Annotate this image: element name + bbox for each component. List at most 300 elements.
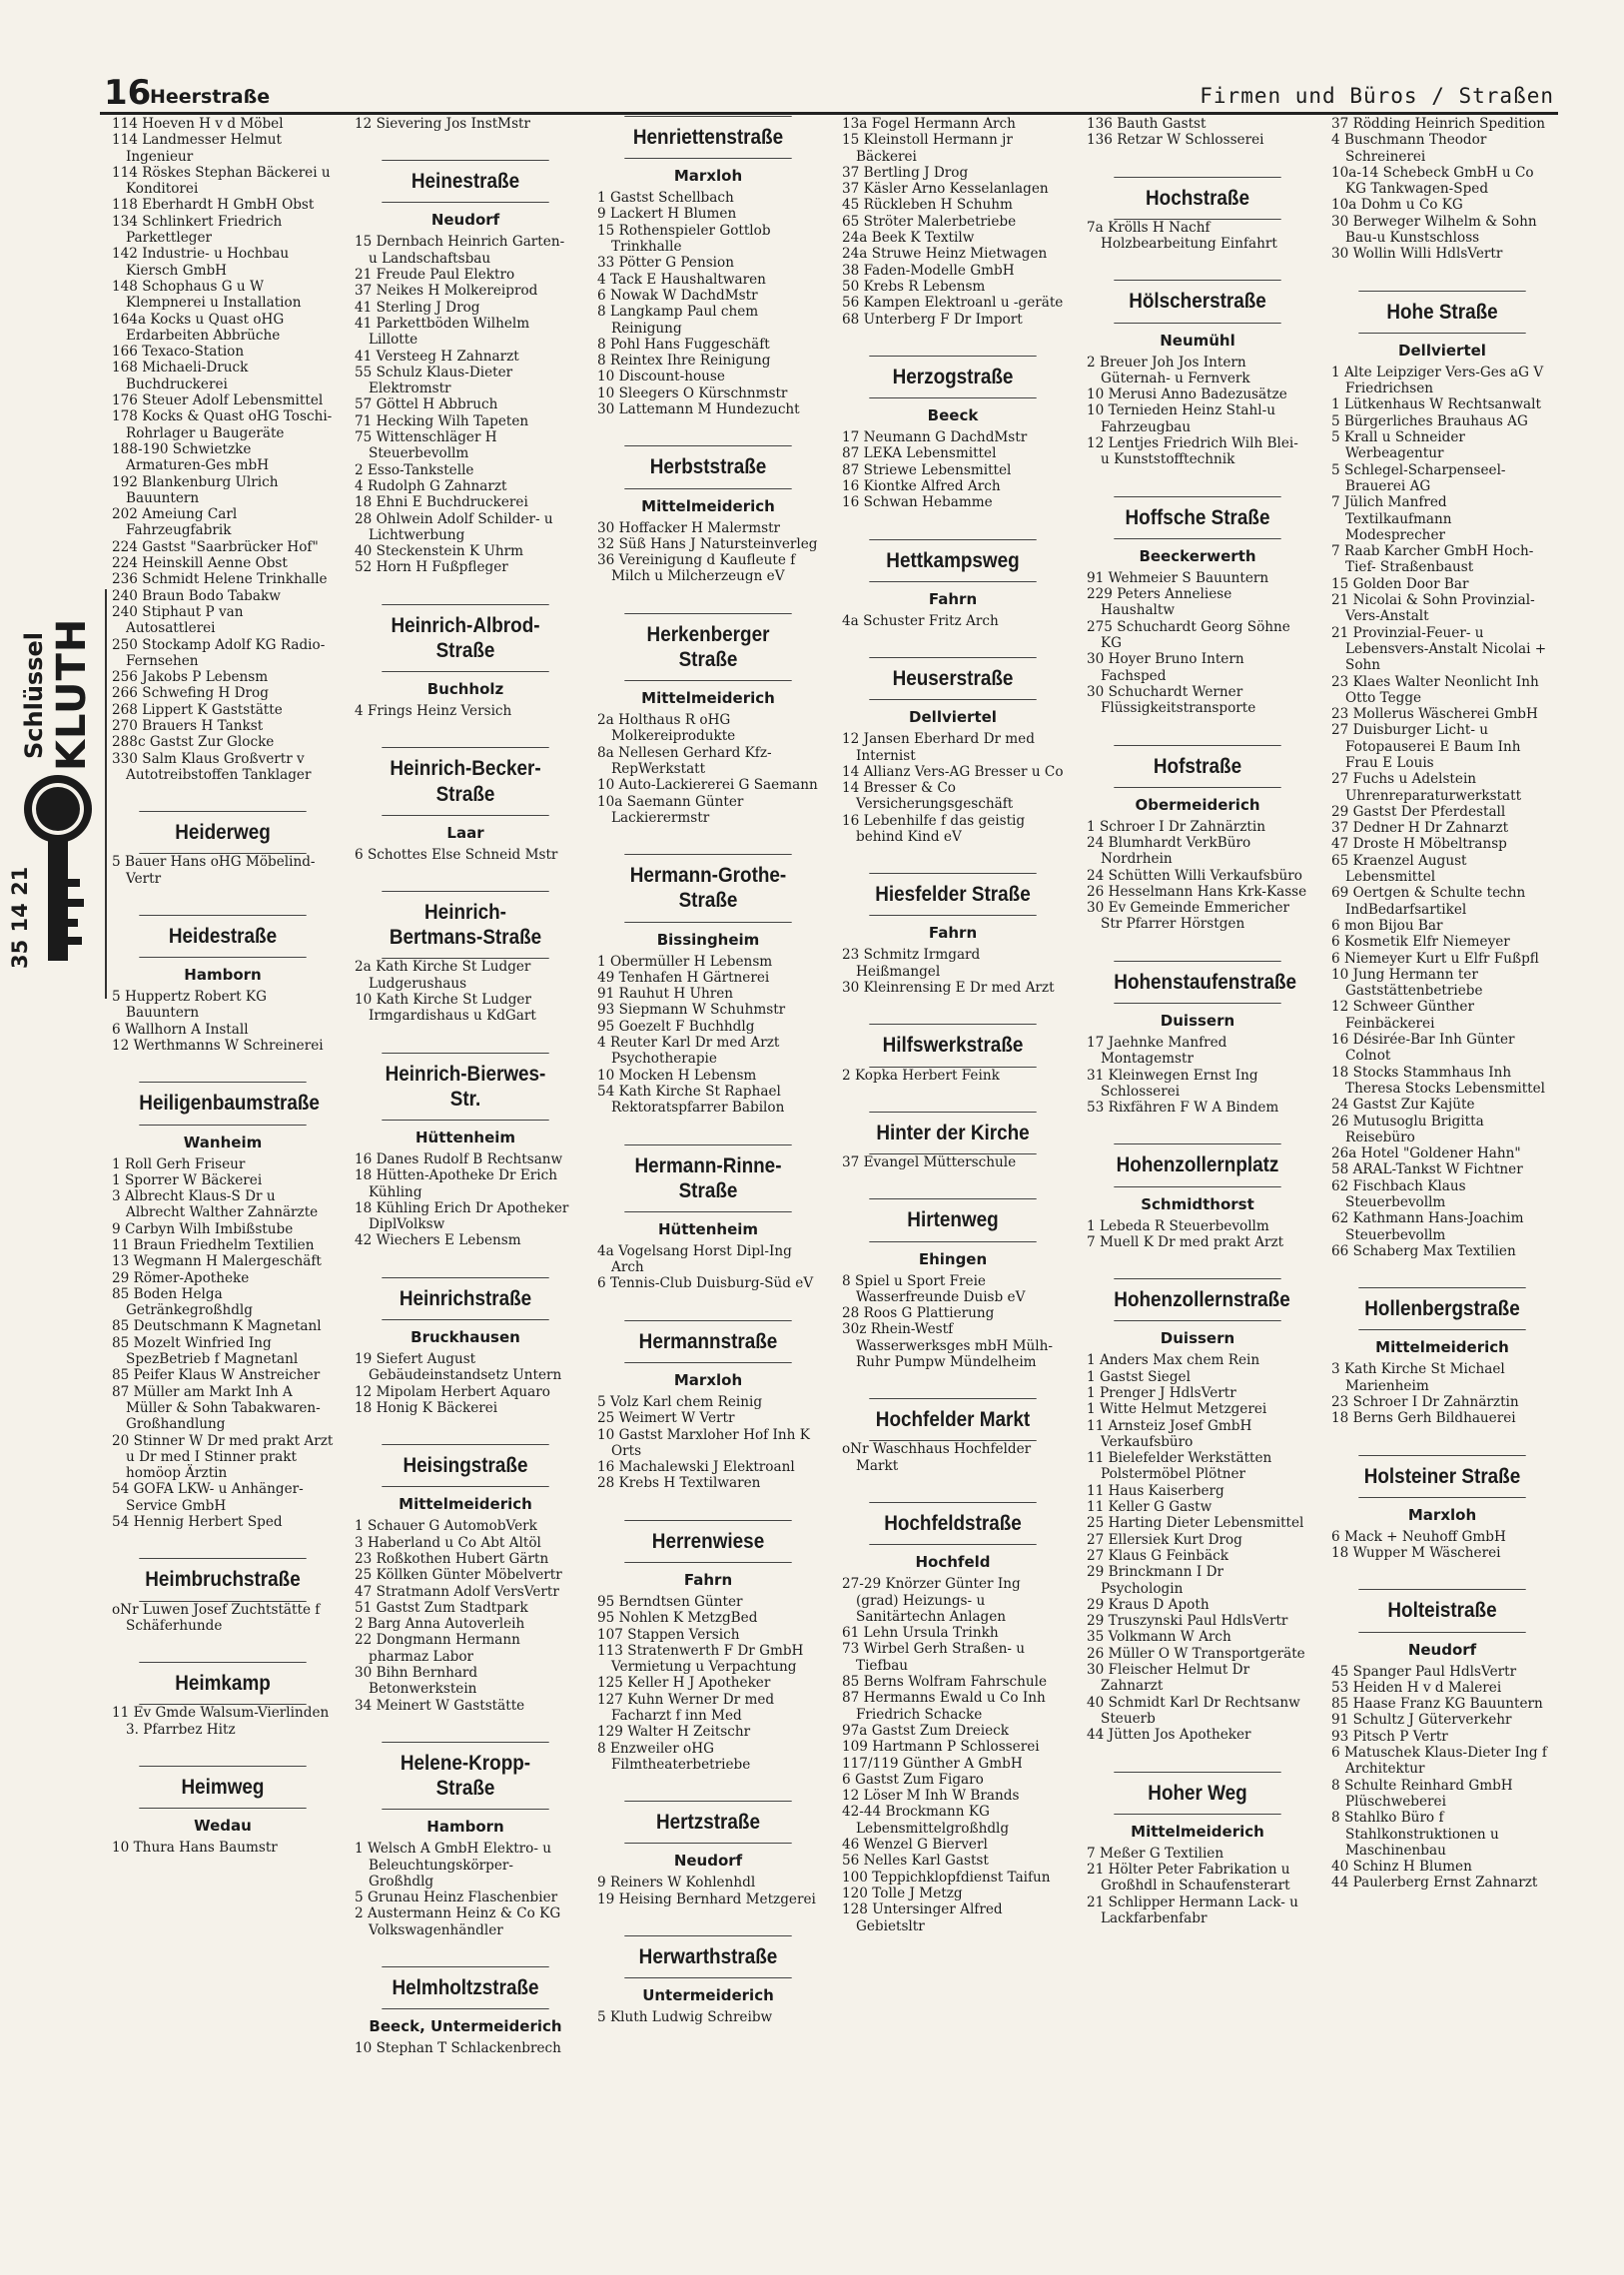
- directory-entry: 16 Danes Rudolf B Rechtsanw: [355, 1151, 563, 1167]
- directory-entry: 6 Mack + Neuhoff GmbH: [1331, 1528, 1506, 1545]
- street-name: Hochstraße: [1114, 177, 1280, 220]
- directory-entry: 44 Paulerberg Ernst Zahnarzt: [1331, 1875, 1538, 1892]
- column-1: [112, 116, 334, 1862]
- directory-entry: 11 Ev Gmde Walsum-Vierlinden 3. Pfarrbez Hitz: [112, 1705, 330, 1738]
- directory-entry: 16 Machalewski J Elektroanl: [597, 1459, 795, 1476]
- directory-entry: 12 Schweer Günther Feinbäckerei: [1331, 999, 1474, 1032]
- column-6: [1331, 116, 1553, 1897]
- street-block: [112, 1558, 334, 1634]
- directory-entry: 5 Schlegel-Scharpenseel-Brauerei AG: [1331, 461, 1506, 494]
- directory-entry: 65 Kraenzel August Lebensmittel: [1331, 852, 1467, 886]
- directory-entry: 21 Nicolai & Sohn Provinzial-Vers-Anstalt: [1331, 592, 1535, 625]
- directory-entry: 10a Saemann Günter Lackierermstr: [597, 793, 744, 826]
- directory-entry: 270 Brauers H Tankst: [112, 717, 264, 734]
- directory-entry: 7a Krölls H Nachf Holzbearbeitung Einfahrt: [1087, 219, 1277, 253]
- page-number: 16: [104, 73, 152, 113]
- directory-entry: 40 Schmidt Karl Dr Rechtsanw Steuerb: [1087, 1694, 1300, 1727]
- directory-entry: 23 Mollerus Wäscherei GmbH: [1331, 706, 1538, 723]
- directory-entry: 127 Kuhn Werner Dr med Facharzt f inn Med: [597, 1691, 775, 1725]
- street-block: [112, 1766, 334, 1856]
- directory-entry: 3 Albrecht Klaus-S Dr u Albrecht Walther Zahnärzte: [112, 1188, 319, 1221]
- district-name: Mittelmeiderich: [1375, 1338, 1509, 1357]
- directory-entry: 30 Lattemann M Hundezucht: [597, 401, 800, 418]
- street-block: [1087, 116, 1308, 149]
- street-block: [112, 915, 334, 1054]
- district-name: Hochfeld: [915, 1553, 991, 1572]
- directory-entry: 6 Niemeyer Kurt u Elfr Fußpfl: [1331, 950, 1539, 967]
- directory-entry: 36 Vereinigung d Kaufleute f Milch u Milcherzeugn eV: [597, 552, 796, 585]
- directory-entry: 32 Süß Hans J Natursteinverleg: [597, 535, 818, 552]
- directory-entry: 11 Haus Kaiserberg: [1087, 1482, 1224, 1499]
- district-name: Fahrn: [683, 1570, 733, 1589]
- directory-entry: 37 Neikes H Molkereiprod: [355, 283, 538, 300]
- street-block: [842, 1112, 1064, 1170]
- street-name: Herkenberger Straße: [624, 613, 791, 681]
- directory-entry: 30 Ev Gemeinde Emmericher Str Pfarrer Hörstgen: [1087, 900, 1290, 933]
- column-3: [597, 116, 819, 2031]
- street-name: Hoher Weg: [1114, 1772, 1280, 1815]
- directory-entry: 10 Gastst Marxloher Hof Inh K Orts: [597, 1426, 810, 1459]
- directory-entry: 9 Lackert H Blumen: [597, 206, 737, 223]
- directory-entry: 40 Steckenstein K Uhrm: [355, 543, 524, 560]
- street-name: Hohenzollernstraße: [1114, 1278, 1280, 1321]
- directory-entry: 25 Harting Dieter Lebensmittel: [1087, 1515, 1304, 1532]
- directory-entry: 50 Krebs R Lebensm: [842, 278, 986, 295]
- directory-entry: 13a Fogel Hermann Arch: [842, 116, 1016, 132]
- directory-entry: 38 Faden-Modelle GmbH: [842, 262, 1015, 279]
- district-name: Mittelmeiderich: [641, 689, 775, 708]
- directory-entry: 2 Austermann Heinz & Co KG Volkswagenhändler: [355, 1905, 561, 1938]
- directory-entry: 23 Schmitz Irmgard Heißmangel: [842, 947, 981, 980]
- directory-entry: 93 Siepmann W Schuhmstr: [597, 1002, 786, 1019]
- directory-entry: 53 Heiden H v d Malerei: [1331, 1679, 1502, 1696]
- street-block: [597, 1520, 819, 1773]
- directory-entry: 27-29 Knörzer Günter Ing (grad) Heizungs- u Sanitärtechn Anlagen: [842, 1576, 1021, 1625]
- street-block: [1087, 1143, 1308, 1250]
- directory-entry: 250 Stockamp Adolf KG Radio-Fernsehen: [112, 636, 326, 669]
- directory-entry: 28 Roos G Plattierung: [842, 1305, 995, 1322]
- directory-entry: 120 Tolle J Metzg: [842, 1885, 963, 1901]
- directory-entry: 1 Lütkenhaus W Rechtsanwalt: [1331, 396, 1541, 413]
- directory-entry: 26 Hesselmann Hans Krk-Kasse: [1087, 883, 1307, 900]
- directory-entry: 9 Reiners W Kohlenhdl: [597, 1875, 756, 1892]
- district-name: Hamborn: [426, 1818, 504, 1837]
- running-street: Heerstraße: [150, 86, 271, 108]
- street-name: Holteistraße: [1358, 1589, 1525, 1632]
- directory-entry: 18 Honig K Bäckerei: [355, 1399, 498, 1416]
- directory-entry: 7 Jülich Manfred Textilkaufmann Modesprecher: [1331, 494, 1452, 543]
- directory-entry: 34 Meinert W Gaststätte: [355, 1697, 525, 1714]
- directory-entry: 9 Carbyn Wilh Imbißstube: [112, 1220, 294, 1237]
- directory-entry: 330 Salm Klaus Großvertr v Autotreibstoffen Tanklager: [112, 750, 312, 783]
- directory-entry: 30 Hoffacker H Malermstr: [597, 519, 781, 536]
- street-block: [355, 160, 576, 575]
- district-name: Marxloh: [673, 167, 743, 186]
- district-name: Neudorf: [430, 211, 500, 230]
- directory-entry: 17 Jaehnke Manfred Montagemstr: [1087, 1034, 1227, 1068]
- district-name: Hamborn: [184, 966, 262, 985]
- directory-entry: 11 Braun Friedhelm Textilien: [112, 1237, 315, 1253]
- directory-entry: 12 Mipolam Herbert Aquaro: [355, 1383, 550, 1400]
- directory-entry: 31 Kleinwegen Ernst Ing Schlosserei: [1087, 1067, 1258, 1100]
- directory-entry: 37 Rödding Heinrich Spedition: [1331, 116, 1545, 132]
- directory-entry: 40 Schinz H Blumen: [1331, 1859, 1472, 1876]
- district-name: Mittelmeiderich: [399, 1495, 532, 1514]
- directory-entry: 95 Nohlen K MetzgBed: [597, 1610, 758, 1627]
- district-name: Mittelmeiderich: [1131, 1822, 1264, 1841]
- directory-entry: 8 Langkamp Paul chem Reinigung: [597, 304, 759, 337]
- directory-entry: 29 Brinckmann I Dr Psychologin: [1087, 1564, 1223, 1597]
- directory-entry: 87 Hermanns Ewald u Co Inh Friedrich Schacke: [842, 1690, 1046, 1723]
- directory-entry: 41 Versteeg H Zahnarzt: [355, 348, 519, 365]
- directory-entry: 6 Gastst Zum Figaro: [842, 1771, 984, 1788]
- directory-entry: oNr Luwen Josef Zuchtstätte f Schäferhunde: [112, 1601, 321, 1634]
- district-name: Schmidthorst: [1141, 1194, 1254, 1213]
- street-name: Herzogstraße: [869, 356, 1036, 398]
- street-block: [1087, 177, 1308, 253]
- street-block: [355, 1277, 576, 1416]
- directory-entry: 1 Gastst Schellbach: [597, 190, 734, 207]
- street-name: Heidestraße: [139, 915, 306, 958]
- directory-entry: 24a Beek K Textilw: [842, 230, 975, 247]
- street-name: Heimbruchstraße: [139, 1558, 306, 1601]
- directory-entry: 87 Striewe Lebensmittel: [842, 461, 1012, 478]
- directory-entry: 10a Dohm u Co KG: [1331, 197, 1463, 214]
- directory-entry: 28 Ohlwein Adolf Schilder- u Lichtwerbung: [355, 510, 553, 543]
- directory-entry: 6 Matuschek Klaus-Dieter Ing f Architektur: [1331, 1745, 1547, 1778]
- directory-entry: 10 Kath Kirche St Ludger Irmgardishaus u KdGart: [355, 992, 536, 1025]
- directory-entry: 55 Schulz Klaus-Dieter Elektromstr: [355, 364, 513, 397]
- directory-entry: 136 Bauth Gastst: [1087, 116, 1207, 132]
- directory-entry: 85 Peifer Klaus W Anstreicher: [112, 1367, 321, 1384]
- directory-entry: 148 Schophaus G u W Klempnerei u Installation: [112, 278, 302, 312]
- directory-entry: 71 Hecking Wilh Tapeten: [355, 412, 529, 429]
- directory-entry: 29 Gastst Der Pferdestall: [1331, 803, 1506, 820]
- directory-entry: 16 Lebenhilfe f das geistig behind Kind eV: [842, 812, 1026, 845]
- directory-entry: 12 Jansen Eberhard Dr med Internist: [842, 731, 1035, 764]
- directory-entry: 12 Lentjes Friedrich Wilh Blei- u Kunststofftechnik: [1087, 435, 1298, 468]
- directory-entry: 41 Sterling J Drog: [355, 299, 480, 316]
- directory-entry: 33 Pötter G Pension: [597, 255, 734, 272]
- directory-entry: 54 GOFA LKW- u Anhänger-Service GmbH: [112, 1481, 304, 1514]
- directory-entry: 7 Muell K Dr med prakt Arzt: [1087, 1233, 1284, 1250]
- directory-entry: 27 Duisburger Licht- u Fotopauserei E Baum Inh Frau E Louis: [1331, 722, 1521, 771]
- directory-entry: 85 Mozelt Winfried Ing SpezBetrieb f Magnetanl: [112, 1334, 299, 1368]
- directory-entry: 30 Schuchardt Werner Flüssigkeitstransporte: [1087, 683, 1256, 717]
- street-block: [842, 116, 1064, 328]
- directory-entry: 10 Auto-Lackiererei G Saemann: [597, 777, 818, 794]
- column-2: [355, 116, 576, 2063]
- column-5: [1087, 116, 1308, 1932]
- directory-entry: 25 Weimert W Vertr: [597, 1410, 735, 1427]
- directory-entry: 142 Industrie- u Hochbau Kiersch GmbH: [112, 246, 290, 279]
- directory-entry: 8 Schulte Reinhard GmbH Plüschweberei: [1331, 1777, 1513, 1810]
- directory-entry: 51 Gastst Zum Stadtpark: [355, 1599, 528, 1616]
- directory-entry: 240 Stiphaut P van Autosattlerei: [112, 603, 244, 637]
- directory-entry: 6 Tennis-Club Duisburg-Süd eV: [597, 1275, 814, 1292]
- directory-entry: 95 Goezelt F Buchhdlg: [597, 1018, 755, 1035]
- street-name: Hoffsche Straße: [1114, 496, 1280, 539]
- directory-entry: 164a Kocks u Quast oHG Erdarbeiten Abbrüche: [112, 311, 285, 344]
- directory-entry: 28 Krebs H Textilwaren: [597, 1475, 761, 1492]
- directory-entry: 18 Stocks Stammhaus Inh Theresa Stocks Lebensmittel: [1331, 1064, 1546, 1097]
- directory-entry: 5 Grunau Heinz Flaschenbier: [355, 1890, 558, 1906]
- directory-entry: 2 Barg Anna Autoverleih: [355, 1616, 525, 1633]
- district-name: Marxloh: [673, 1370, 743, 1389]
- directory-entry: 75 Wittenschläger H Steuerbevollm: [355, 429, 497, 462]
- directory-entry: 134 Schlinkert Friedrich Parkettleger: [112, 213, 283, 247]
- directory-entry: 1 Lebeda R Steuerbevollm: [1087, 1217, 1269, 1234]
- directory-entry: 69 Oertgen & Schulte techn IndBedarfsartikel: [1331, 885, 1526, 918]
- directory-entry: 2a Holthaus R oHG Molkereiprodukte: [597, 712, 736, 745]
- directory-entry: 61 Lehn Ursula Trinkh: [842, 1625, 999, 1642]
- street-block: [597, 1144, 819, 1292]
- street-block: [355, 1742, 576, 1938]
- district-name: Marxloh: [1407, 1505, 1477, 1524]
- directory-entry: 109 Hartmann P Schlosserei: [842, 1739, 1040, 1756]
- directory-entry: 53 Rixfähren F W A Bindem: [1087, 1100, 1279, 1117]
- street-block: [1331, 1287, 1553, 1426]
- directory-entry: 1 Witte Helmut Metzgerei: [1087, 1401, 1267, 1418]
- directory-entry: 42 Wiechers E Lebensm: [355, 1232, 521, 1249]
- directory-entry: 17 Neumann G DachdMstr: [842, 429, 1028, 446]
- directory-entry: 16 Désirée-Bar Inh Günter Colnot: [1331, 1032, 1515, 1065]
- directory-entry: 91 Schultz J Güterverkehr: [1331, 1712, 1512, 1729]
- directory-entry: 3 Kath Kirche St Michael Marienheim: [1331, 1361, 1505, 1394]
- directory-entry: 37 Käsler Arno Kesselanlagen: [842, 181, 1049, 198]
- directory-entry: 1 Gastst Siegel: [1087, 1368, 1191, 1385]
- street-block: [842, 356, 1064, 511]
- directory-entry: 18 Hütten-Apotheke Dr Erich Kühling: [355, 1167, 557, 1200]
- directory-entry: 15 Golden Door Bar: [1331, 575, 1469, 592]
- street-name: Hohe Straße: [1358, 291, 1525, 334]
- directory-entry: 27 Fuchs u Adelstein Uhrenreparaturwerkstatt: [1331, 771, 1522, 804]
- directory-entry: 117/119 Günther A GmbH: [842, 1755, 1023, 1772]
- street-name: Hermannstraße: [624, 1320, 791, 1363]
- street-block: [1087, 745, 1308, 933]
- street-name: Heinrich-Bertmans-Straße: [382, 891, 548, 959]
- directory-entry: 4 Rudolph G Zahnarzt: [355, 477, 507, 494]
- street-block: [1087, 280, 1308, 467]
- street-block: [355, 1053, 576, 1249]
- directory-entry: 2a Kath Kirche St Ludger Ludgerushaus: [355, 959, 531, 992]
- directory-entry: 1 Prenger J HdlsVertr: [1087, 1385, 1236, 1401]
- directory-entry: 4a Schuster Fritz Arch: [842, 612, 999, 629]
- street-block: [1087, 1278, 1308, 1743]
- directory-entry: 266 Schwefing H Drog: [112, 685, 269, 702]
- district-name: Bissingheim: [656, 930, 760, 949]
- directory-entry: 30 Fleischer Helmut Dr Zahnarzt: [1087, 1662, 1250, 1695]
- directory-entry: 97a Gastst Zum Dreieck: [842, 1722, 1009, 1739]
- directory-entry: 5 Bürgerliches Brauhaus AG: [1331, 412, 1528, 429]
- street-block: [597, 1801, 819, 1907]
- street-name: Helene-Kropp-Straße: [382, 1742, 548, 1810]
- directory-entry: 1 Welsch A GmbH Elektro- u Beleuchtungskörper-Großhdlg: [355, 1841, 552, 1890]
- directory-entry: 10 Stephan T Schlackenbrech: [355, 2040, 561, 2057]
- directory-entry: 11 Arnsteiz Josef GmbH Verkaufsbüro: [1087, 1417, 1252, 1450]
- directory-entry: 30 Hoyer Bruno Intern Fachsped: [1087, 651, 1244, 684]
- directory-entry: 44 Jütten Jos Apotheker: [1087, 1727, 1251, 1744]
- directory-entry: 18 Kühling Erich Dr Apotheker DiplVolksw: [355, 1199, 569, 1233]
- directory-entry: 6 Nowak W DachdMstr: [597, 287, 758, 304]
- district-name: Hüttenheim: [657, 1219, 759, 1238]
- directory-entry: 37 Evangel Mütterschule: [842, 1154, 1017, 1171]
- directory-entry: 21 Schlipper Hermann Lack- u Lackfarbenfabr: [1087, 1894, 1298, 1926]
- directory-entry: 57 Göttel H Abbruch: [355, 396, 498, 413]
- street-block: [1087, 496, 1308, 717]
- directory-entry: 26 Mutusoglu Brigitta Reisebüro: [1331, 1113, 1484, 1145]
- directory-entry: 41 Parkettböden Wilhelm Lillotte: [355, 315, 530, 349]
- street-block: [112, 116, 334, 783]
- street-name: Hirtenweg: [869, 1198, 1036, 1241]
- column-4: [842, 116, 1064, 1940]
- street-block: [842, 1024, 1064, 1083]
- directory-entry: 4 Buschmann Theodor Schreinerei: [1331, 132, 1487, 165]
- directory-entry: 5 Huppertz Robert KG Bauuntern: [112, 989, 267, 1022]
- directory-entry: 224 Gastst "Saarbrücker Hof": [112, 538, 319, 555]
- directory-entry: 8 Pohl Hans Fuggeschäft: [597, 336, 770, 353]
- directory-entry: 18 Wupper M Wäscherei: [1331, 1545, 1501, 1562]
- directory-entry: 16 Schwan Hebamme: [842, 494, 993, 511]
- directory-entry: 85 Boden Helga Getränkegroßhdlg: [112, 1285, 253, 1319]
- directory-entry: 5 Krall u Schneider Werbeagentur: [1331, 429, 1465, 462]
- directory-entry: 6 Schottes Else Schneid Mstr: [355, 846, 558, 863]
- directory-entry: 192 Blankenburg Ulrich Bauuntern: [112, 473, 279, 506]
- directory-entry: 54 Hennig Herbert Sped: [112, 1514, 283, 1531]
- section-title: Firmen und Büros / Straßen: [1200, 84, 1554, 108]
- street-block: [355, 747, 576, 863]
- directory-entry: 49 Tenhafen H Gärtnerei: [597, 969, 770, 986]
- directory-entry: 224 Heinskill Aenne Obst: [112, 555, 288, 572]
- directory-entry: 91 Rauhut H Uhren: [597, 986, 734, 1003]
- directory-entry: 1 Anders Max chem Rein: [1087, 1352, 1260, 1369]
- district-name: Beeckerwerth: [1139, 546, 1256, 565]
- directory-entry: 19 Heising Bernhard Metzgerei: [597, 1891, 816, 1907]
- directory-entry: 2 Kopka Herbert Feink: [842, 1067, 1000, 1084]
- directory-entry: 11 Keller G Gastw: [1087, 1499, 1213, 1516]
- street-block: [1087, 961, 1308, 1117]
- directory-entry: 45 Rückleben H Schuhm: [842, 197, 1013, 214]
- directory-entry: 12 Werthmanns W Schreinerei: [112, 1038, 324, 1055]
- directory-entry: 1 Schroer I Dr Zahnärztin: [1087, 818, 1265, 835]
- directory-entry: 168 Michaeli-Druck Buchdruckerei: [112, 360, 249, 392]
- street-block: [842, 1398, 1064, 1474]
- directory-entry: 68 Unterberg F Dr Import: [842, 311, 1023, 328]
- directory-entry: 1 Roll Gerh Friseur: [112, 1155, 246, 1172]
- directory-entry: 8a Nellesen Gerhard Kfz-RepWerkstatt: [597, 744, 772, 777]
- directory-entry: 1 Alte Leipziger Vers-Ges aG V Friedrichsen: [1331, 364, 1544, 397]
- street-block: [355, 1966, 576, 2056]
- directory-entry: 30z Rhein-Westf Wasserwerksges mbH Mülh-Ruhr Pumpw Mündelheim: [842, 1321, 1053, 1370]
- district-name: Neumühl: [1160, 331, 1235, 350]
- district-name: Buchholz: [426, 680, 504, 699]
- directory-entry: 73 Wirbel Gerh Straßen- u Tiefbau: [842, 1641, 1026, 1674]
- district-name: Obermeiderich: [1135, 795, 1260, 814]
- directory-entry: 114 Landmesser Helmut Ingenieur: [112, 132, 282, 165]
- street-block: [842, 1502, 1064, 1934]
- street-name: Heiligenbaumstraße: [139, 1082, 306, 1125]
- street-block: [597, 116, 819, 417]
- directory-entry: 13 Wegmann H Malergeschäft: [112, 1253, 322, 1270]
- directory-entry: 6 Wallhorn A Install: [112, 1021, 249, 1038]
- street-block: [597, 1935, 819, 2025]
- district-name: Neudorf: [673, 1852, 743, 1871]
- kluth-advertisement: [10, 589, 107, 999]
- directory-entry: 6 Kosmetik Elfr Niemeyer: [1331, 934, 1510, 951]
- street-name: Herrenwiese: [624, 1520, 791, 1563]
- directory-entry: 21 Hölter Peter Fabrikation u Großhdl in Schaufensterart: [1087, 1862, 1290, 1895]
- street-name: Hölscherstraße: [1114, 280, 1280, 323]
- directory-entry: 5 Bauer Hans oHG Möbelind-Vertr: [112, 854, 316, 887]
- directory-entry: 30 Kleinrensing E Dr med Arzt: [842, 980, 1055, 997]
- street-name: Hofstraße: [1114, 745, 1280, 788]
- directory-entry: 8 Stahlko Büro f Stahlkonstruktionen u Maschinenbau: [1331, 1810, 1499, 1859]
- district-name: Mittelmeiderich: [641, 496, 775, 515]
- district-name: Dellviertel: [909, 708, 997, 727]
- directory-entry: 4 Reuter Karl Dr med Arzt Psychotherapie: [597, 1035, 780, 1068]
- district-name: Laar: [446, 823, 484, 842]
- street-block: [842, 1198, 1064, 1370]
- district-name: Hüttenheim: [414, 1129, 516, 1146]
- street-name: Hohenstaufenstraße: [1114, 961, 1280, 1004]
- directory-entry: 4 Tack E Haushaltwaren: [597, 271, 766, 288]
- street-name: Hohenzollernplatz: [1114, 1143, 1280, 1186]
- district-name: Duissern: [1160, 1011, 1235, 1030]
- directory-entry: 21 Freude Paul Elektro: [355, 267, 515, 284]
- directory-entry: 12 Sievering Jos InstMstr: [355, 116, 531, 132]
- street-name: Hollenbergstraße: [1358, 1287, 1525, 1330]
- directory-entry: 8 Spiel u Sport Freie Wasserfreunde Duisb eV: [842, 1272, 1026, 1305]
- district-name: Dellviertel: [1398, 341, 1486, 360]
- directory-entry: 18 Berns Gerh Bildhauerei: [1331, 1410, 1516, 1427]
- street-name: Hochfeldstraße: [869, 1502, 1036, 1545]
- directory-entry: 15 Dernbach Heinrich Garten- u Landschaftsbau: [355, 234, 565, 267]
- directory-entry: 66 Schaberg Max Textilien: [1331, 1242, 1516, 1259]
- directory-entry: 3 Haberland u Co Abt Altöl: [355, 1534, 541, 1551]
- street-name: Heinrich-Albrod-Straße: [382, 604, 548, 672]
- street-block: [112, 1662, 334, 1738]
- street-block: [597, 854, 819, 1116]
- street-block: [112, 811, 334, 887]
- directory-entry: 6 mon Bijou Bar: [1331, 917, 1443, 934]
- directory-entry: 11 Bielefelder Werkstätten Polstermöbel Plötner: [1087, 1450, 1272, 1483]
- directory-entry: 12 Löser M Inh W Brands: [842, 1788, 1020, 1805]
- directory-entry: 37 Bertling J Drog: [842, 164, 969, 181]
- street-name: Heiderweg: [139, 811, 306, 854]
- directory-entry: 85 Deutschmann K Magnetanl: [112, 1318, 322, 1335]
- street-block: [112, 1082, 334, 1530]
- street-block: [1331, 1589, 1553, 1891]
- directory-entry: 7 Meßer G Textilien: [1087, 1845, 1224, 1862]
- directory-entry: 2 Esso-Tankstelle: [355, 461, 474, 478]
- directory-entry: 10 Merusi Anno Badezusätze: [1087, 386, 1287, 403]
- directory-entry: 24 Schütten Willi Verkaufsbüro: [1087, 867, 1302, 884]
- street-block: [842, 657, 1064, 845]
- directory-entry: 100 Teppichklopfdienst Taifun: [842, 1869, 1051, 1886]
- directory-entry: 52 Horn H Fußpfleger: [355, 559, 508, 576]
- district-name: Beeck, Untermeiderich: [369, 2017, 562, 2036]
- directory-entry: 54 Kath Kirche St Raphael Rektoratspfarrer Babilon: [597, 1083, 785, 1117]
- directory-entry: 30 Berweger Wilhelm & Sohn Bau-u Kunstschloss: [1331, 213, 1537, 247]
- directory-entry: oNr Waschhaus Hochfelder Markt: [842, 1441, 1032, 1474]
- directory-entry: 95 Berndtsen Günter: [597, 1593, 743, 1610]
- directory-entry: 87 LEKA Lebensmittel: [842, 445, 997, 462]
- directory-entry: 5 Volz Karl chem Reinig: [597, 1393, 763, 1410]
- district-name: Fahrn: [928, 924, 978, 943]
- street-name: Hettkampsweg: [869, 539, 1036, 582]
- directory-entry: 236 Schmidt Helene Trinkhalle: [112, 571, 328, 588]
- directory-entry: 87 Müller am Markt Inh A Müller & Sohn Tabakwaren-Großhandlung: [112, 1383, 321, 1433]
